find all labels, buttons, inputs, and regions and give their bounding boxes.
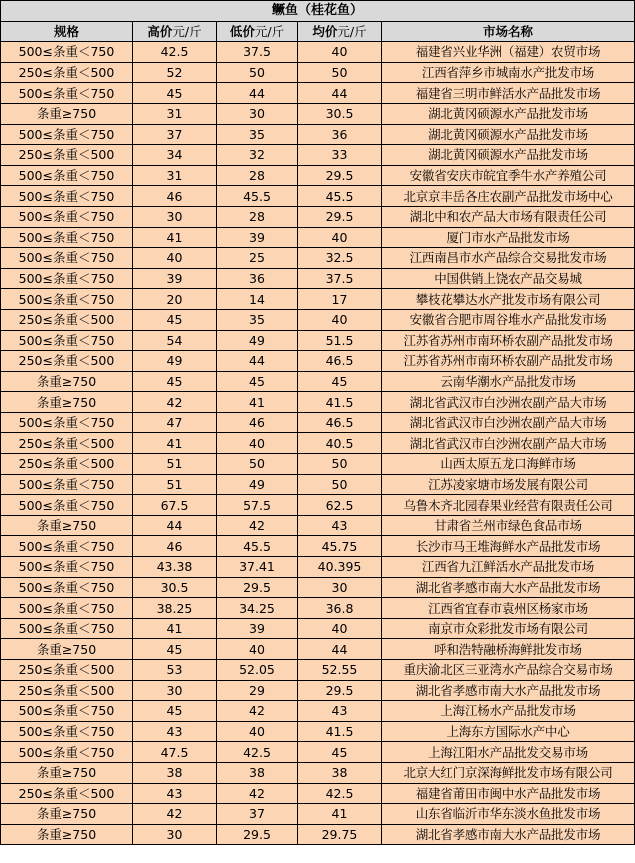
table-row	[1, 145, 635, 166]
cell-spec: 500≤条重＜750	[1, 165, 133, 186]
table-title: 鳜鱼（桂花鱼）	[1, 1, 635, 22]
cell-low-price: 42	[217, 515, 298, 536]
table-row	[1, 42, 635, 63]
cell-high-price: 42	[133, 804, 217, 825]
cell-high-price: 31	[133, 165, 217, 186]
cell-high-price: 37	[133, 124, 217, 145]
table-row	[1, 206, 635, 227]
cell-spec: 500≤条重＜750	[1, 742, 133, 763]
cell-market-name: 长沙市马王堆海鲜水产品批发市场	[382, 536, 635, 557]
cell-low-price: 49	[217, 474, 298, 495]
cell-spec: 500≤条重＜750	[1, 289, 133, 310]
cell-high-price: 54	[133, 330, 217, 351]
cell-market-name: 北京京丰岳各庄农副产品批发市场中心	[382, 186, 635, 207]
cell-low-price: 40	[217, 639, 298, 660]
cell-market-name: 南京市众彩批发市场有限公司	[382, 618, 635, 639]
cell-market-name: 湖北省武汉市白沙洲农副产品大市场	[382, 392, 635, 413]
cell-spec: 500≤条重＜750	[1, 598, 133, 619]
cell-spec: 500≤条重＜750	[1, 701, 133, 722]
cell-low-price: 45.5	[217, 186, 298, 207]
cell-market-name: 福建省三明市鲜活水产品批发市场	[382, 83, 635, 104]
cell-avg-price: 44	[298, 83, 382, 104]
table-row	[1, 474, 635, 495]
table-row	[1, 412, 635, 433]
cell-avg-price: 29.5	[298, 680, 382, 701]
cell-avg-price: 29.5	[298, 206, 382, 227]
cell-high-price: 52	[133, 62, 217, 83]
table-row	[1, 680, 635, 701]
cell-market-name: 江西省九江鲜活水产品批发市场	[382, 557, 635, 578]
cell-market-name: 湖北黄冈硕源水产品批发市场	[382, 124, 635, 145]
cell-high-price: 30	[133, 206, 217, 227]
cell-avg-price: 45.5	[298, 186, 382, 207]
cell-low-price: 44	[217, 83, 298, 104]
cell-market-name: 江苏省苏州市南环桥农副产品批发市场	[382, 351, 635, 372]
cell-high-price: 43	[133, 721, 217, 742]
table-row	[1, 165, 635, 186]
cell-spec: 500≤条重＜750	[1, 412, 133, 433]
header-high-unit: 元/斤	[172, 23, 202, 39]
cell-high-price: 53	[133, 660, 217, 681]
cell-avg-price: 45	[298, 371, 382, 392]
cell-spec: 250≤条重＜500	[1, 783, 133, 804]
cell-spec: 条重≥750	[1, 639, 133, 660]
cell-low-price: 37.41	[217, 557, 298, 578]
table-row	[1, 536, 635, 557]
cell-market-name: 安徽省合肥市周谷堆水产品批发市场	[382, 309, 635, 330]
cell-spec: 500≤条重＜750	[1, 186, 133, 207]
cell-avg-price: 29.5	[298, 165, 382, 186]
table-body	[1, 42, 635, 845]
cell-low-price: 44	[217, 351, 298, 372]
cell-market-name: 山东省临沂市华东淡水鱼批发市场	[382, 804, 635, 825]
cell-spec: 500≤条重＜750	[1, 330, 133, 351]
cell-market-name: 江西省萍乡市城南水产批发市场	[382, 62, 635, 83]
table-row	[1, 309, 635, 330]
cell-avg-price: 51.5	[298, 330, 382, 351]
cell-low-price: 42.5	[217, 742, 298, 763]
table-row	[1, 103, 635, 124]
table-row	[1, 557, 635, 578]
cell-high-price: 67.5	[133, 495, 217, 516]
cell-low-price: 28	[217, 165, 298, 186]
cell-spec: 500≤条重＜750	[1, 577, 133, 598]
cell-avg-price: 36.8	[298, 598, 382, 619]
cell-avg-price: 50	[298, 454, 382, 475]
cell-low-price: 30	[217, 103, 298, 124]
cell-low-price: 39	[217, 618, 298, 639]
table-row	[1, 186, 635, 207]
cell-market-name: 湖北省孝感市南大水产品批发市场	[382, 680, 635, 701]
cell-low-price: 37	[217, 804, 298, 825]
cell-spec: 条重≥750	[1, 824, 133, 845]
cell-high-price: 40	[133, 248, 217, 269]
header-market-name: 市场名称	[382, 21, 635, 42]
cell-market-name: 甘肃省兰州市绿色食品市场	[382, 515, 635, 536]
table-row	[1, 454, 635, 475]
cell-spec: 500≤条重＜750	[1, 42, 133, 63]
cell-low-price: 35	[217, 124, 298, 145]
table-row	[1, 351, 635, 372]
cell-high-price: 30.5	[133, 577, 217, 598]
cell-market-name: 乌鲁木齐北园春果业经营有限责任公司	[382, 495, 635, 516]
cell-avg-price: 43	[298, 701, 382, 722]
cell-high-price: 45	[133, 639, 217, 660]
cell-high-price: 47	[133, 412, 217, 433]
cell-spec: 250≤条重＜500	[1, 680, 133, 701]
cell-avg-price: 36	[298, 124, 382, 145]
cell-low-price: 42	[217, 783, 298, 804]
cell-spec: 条重≥750	[1, 762, 133, 783]
cell-high-price: 45	[133, 83, 217, 104]
cell-avg-price: 29.75	[298, 824, 382, 845]
cell-market-name: 湖北省武汉市白沙洲农副产品大市场	[382, 412, 635, 433]
cell-high-price: 45	[133, 371, 217, 392]
cell-market-name: 江西南昌市水产品综合交易批发市场	[382, 248, 635, 269]
table-row	[1, 721, 635, 742]
cell-high-price: 38.25	[133, 598, 217, 619]
cell-avg-price: 40	[298, 618, 382, 639]
cell-low-price: 41	[217, 392, 298, 413]
cell-low-price: 52.05	[217, 660, 298, 681]
cell-low-price: 29.5	[217, 824, 298, 845]
cell-low-price: 25	[217, 248, 298, 269]
cell-spec: 条重≥750	[1, 804, 133, 825]
cell-avg-price: 43	[298, 515, 382, 536]
header-high-price	[133, 21, 217, 42]
cell-avg-price: 50	[298, 474, 382, 495]
cell-avg-price: 42.5	[298, 783, 382, 804]
table-row	[1, 783, 635, 804]
cell-market-name: 中国供销上饶农产品交易城	[382, 268, 635, 289]
cell-spec: 250≤条重＜500	[1, 454, 133, 475]
cell-market-name: 呼和浩特融桥海鲜批发市场	[382, 639, 635, 660]
cell-avg-price: 30	[298, 577, 382, 598]
cell-low-price: 36	[217, 268, 298, 289]
cell-high-price: 46	[133, 186, 217, 207]
cell-high-price: 42.5	[133, 42, 217, 63]
cell-market-name: 北京大红门京深海鲜批发市场有限公司	[382, 762, 635, 783]
cell-market-name: 上海江杨水产品批发市场	[382, 701, 635, 722]
cell-low-price: 42	[217, 701, 298, 722]
cell-avg-price: 40	[298, 42, 382, 63]
cell-high-price: 20	[133, 289, 217, 310]
header-avg-label: 均价	[312, 23, 338, 39]
cell-low-price: 29.5	[217, 577, 298, 598]
header-low-unit: 元/斤	[254, 23, 285, 39]
cell-high-price: 45	[133, 309, 217, 330]
header-avg-price	[298, 21, 382, 42]
cell-avg-price: 40.5	[298, 433, 382, 454]
cell-spec: 500≤条重＜750	[1, 474, 133, 495]
cell-spec: 500≤条重＜750	[1, 268, 133, 289]
cell-avg-price: 40	[298, 227, 382, 248]
cell-spec: 条重≥750	[1, 371, 133, 392]
cell-spec: 500≤条重＜750	[1, 557, 133, 578]
cell-low-price: 29	[217, 680, 298, 701]
cell-avg-price: 46.5	[298, 351, 382, 372]
cell-spec: 250≤条重＜500	[1, 351, 133, 372]
cell-low-price: 40	[217, 433, 298, 454]
cell-spec: 250≤条重＜500	[1, 433, 133, 454]
cell-avg-price: 62.5	[298, 495, 382, 516]
cell-spec: 500≤条重＜750	[1, 721, 133, 742]
cell-high-price: 49	[133, 351, 217, 372]
cell-high-price: 42	[133, 392, 217, 413]
cell-avg-price: 46.5	[298, 412, 382, 433]
cell-high-price: 51	[133, 474, 217, 495]
table-row	[1, 62, 635, 83]
cell-spec: 条重≥750	[1, 515, 133, 536]
cell-high-price: 46	[133, 536, 217, 557]
cell-spec: 500≤条重＜750	[1, 83, 133, 104]
cell-avg-price: 40	[298, 309, 382, 330]
cell-spec: 500≤条重＜750	[1, 124, 133, 145]
cell-avg-price: 50	[298, 62, 382, 83]
cell-avg-price: 40.395	[298, 557, 382, 578]
cell-market-name: 攀枝花攀达水产批发市场有限公司	[382, 289, 635, 310]
cell-market-name: 厦门市水产品批发市场	[382, 227, 635, 248]
cell-high-price: 44	[133, 515, 217, 536]
cell-high-price: 51	[133, 454, 217, 475]
header-high-label: 高价	[147, 23, 173, 39]
cell-low-price: 50	[217, 454, 298, 475]
cell-spec: 条重≥750	[1, 103, 133, 124]
cell-market-name: 福建省莆田市闽中水产品批发市场	[382, 783, 635, 804]
cell-avg-price: 33	[298, 145, 382, 166]
cell-low-price: 50	[217, 62, 298, 83]
cell-low-price: 40	[217, 721, 298, 742]
header-spec: 规格	[1, 21, 133, 42]
table-row	[1, 227, 635, 248]
cell-market-name: 江西省宜春市袁州区杨家市场	[382, 598, 635, 619]
cell-market-name: 安徽省安庆市皖宜季牛水产养殖公司	[382, 165, 635, 186]
cell-low-price: 57.5	[217, 495, 298, 516]
cell-high-price: 34	[133, 145, 217, 166]
table-row	[1, 639, 635, 660]
cell-avg-price: 38	[298, 762, 382, 783]
header-low-price	[217, 21, 298, 42]
cell-avg-price: 45	[298, 742, 382, 763]
cell-high-price: 39	[133, 268, 217, 289]
cell-low-price: 14	[217, 289, 298, 310]
cell-high-price: 41	[133, 433, 217, 454]
cell-low-price: 46	[217, 412, 298, 433]
table-row	[1, 804, 635, 825]
table-row	[1, 392, 635, 413]
table-row	[1, 660, 635, 681]
cell-market-name: 上海江阳水产品批发交易市场	[382, 742, 635, 763]
cell-market-name: 重庆渝北区三亚湾水产品综合交易市场	[382, 660, 635, 681]
cell-low-price: 39	[217, 227, 298, 248]
cell-avg-price: 45.75	[298, 536, 382, 557]
cell-market-name: 湖北省孝感市南大水产品批发市场	[382, 577, 635, 598]
cell-avg-price: 41.5	[298, 721, 382, 742]
cell-low-price: 45	[217, 371, 298, 392]
table-row	[1, 824, 635, 845]
cell-high-price: 45	[133, 701, 217, 722]
cell-low-price: 34.25	[217, 598, 298, 619]
cell-avg-price: 44	[298, 639, 382, 660]
cell-spec: 500≤条重＜750	[1, 536, 133, 557]
cell-spec: 250≤条重＜500	[1, 145, 133, 166]
table-title-row	[1, 1, 635, 22]
cell-avg-price: 37.5	[298, 268, 382, 289]
cell-spec: 500≤条重＜750	[1, 495, 133, 516]
cell-low-price: 37.5	[217, 42, 298, 63]
table-row	[1, 701, 635, 722]
header-low-label: 低价	[229, 23, 255, 39]
table-row	[1, 762, 635, 783]
cell-avg-price: 52.55	[298, 660, 382, 681]
cell-low-price: 38	[217, 762, 298, 783]
cell-market-name: 湖北中和农产品大市场有限责任公司	[382, 206, 635, 227]
cell-high-price: 43	[133, 783, 217, 804]
cell-spec: 250≤条重＜500	[1, 62, 133, 83]
table-row	[1, 742, 635, 763]
table-row	[1, 371, 635, 392]
cell-low-price: 28	[217, 206, 298, 227]
cell-market-name: 湖北黄冈硕源水产品批发市场	[382, 145, 635, 166]
cell-high-price: 43.38	[133, 557, 217, 578]
cell-market-name: 福建省兴业华洲（福建）农贸市场	[382, 42, 635, 63]
cell-spec: 500≤条重＜750	[1, 227, 133, 248]
cell-market-name: 湖北省武汉市白沙洲农副产品大市场	[382, 433, 635, 454]
header-avg-unit: 元/斤	[337, 23, 367, 39]
table-row	[1, 433, 635, 454]
table-row	[1, 577, 635, 598]
cell-high-price: 38	[133, 762, 217, 783]
cell-high-price: 31	[133, 103, 217, 124]
cell-spec: 250≤条重＜500	[1, 309, 133, 330]
cell-high-price: 30	[133, 824, 217, 845]
cell-spec: 250≤条重＜500	[1, 660, 133, 681]
table-row	[1, 495, 635, 516]
cell-spec: 500≤条重＜750	[1, 618, 133, 639]
table-row	[1, 598, 635, 619]
cell-market-name: 江苏凌家塘市场发展有限公司	[382, 474, 635, 495]
table-row	[1, 248, 635, 269]
cell-spec: 500≤条重＜750	[1, 248, 133, 269]
cell-high-price: 47.5	[133, 742, 217, 763]
cell-avg-price: 41.5	[298, 392, 382, 413]
cell-high-price: 41	[133, 618, 217, 639]
cell-low-price: 45.5	[217, 536, 298, 557]
cell-avg-price: 32.5	[298, 248, 382, 269]
cell-low-price: 35	[217, 309, 298, 330]
cell-market-name: 湖北省孝感市南大水产品批发市场	[382, 824, 635, 845]
table-row	[1, 83, 635, 104]
table-row	[1, 515, 635, 536]
cell-avg-price: 17	[298, 289, 382, 310]
cell-market-name: 山西太原五龙口海鲜市场	[382, 454, 635, 475]
cell-market-name: 江苏省苏州市南环桥农副产品批发市场	[382, 330, 635, 351]
cell-spec: 500≤条重＜750	[1, 206, 133, 227]
cell-avg-price: 30.5	[298, 103, 382, 124]
cell-market-name: 云南华潮水产品批发市场	[382, 371, 635, 392]
cell-low-price: 32	[217, 145, 298, 166]
table-header-row	[1, 21, 635, 42]
table-row	[1, 330, 635, 351]
cell-market-name: 上海东方国际水产中心	[382, 721, 635, 742]
cell-avg-price: 41	[298, 804, 382, 825]
cell-high-price: 41	[133, 227, 217, 248]
table-row	[1, 618, 635, 639]
table-row	[1, 268, 635, 289]
table-row	[1, 289, 635, 310]
table-row	[1, 124, 635, 145]
cell-spec: 条重≥750	[1, 392, 133, 413]
cell-market-name: 湖北黄冈硕源水产品批发市场	[382, 103, 635, 124]
cell-low-price: 49	[217, 330, 298, 351]
cell-high-price: 30	[133, 680, 217, 701]
